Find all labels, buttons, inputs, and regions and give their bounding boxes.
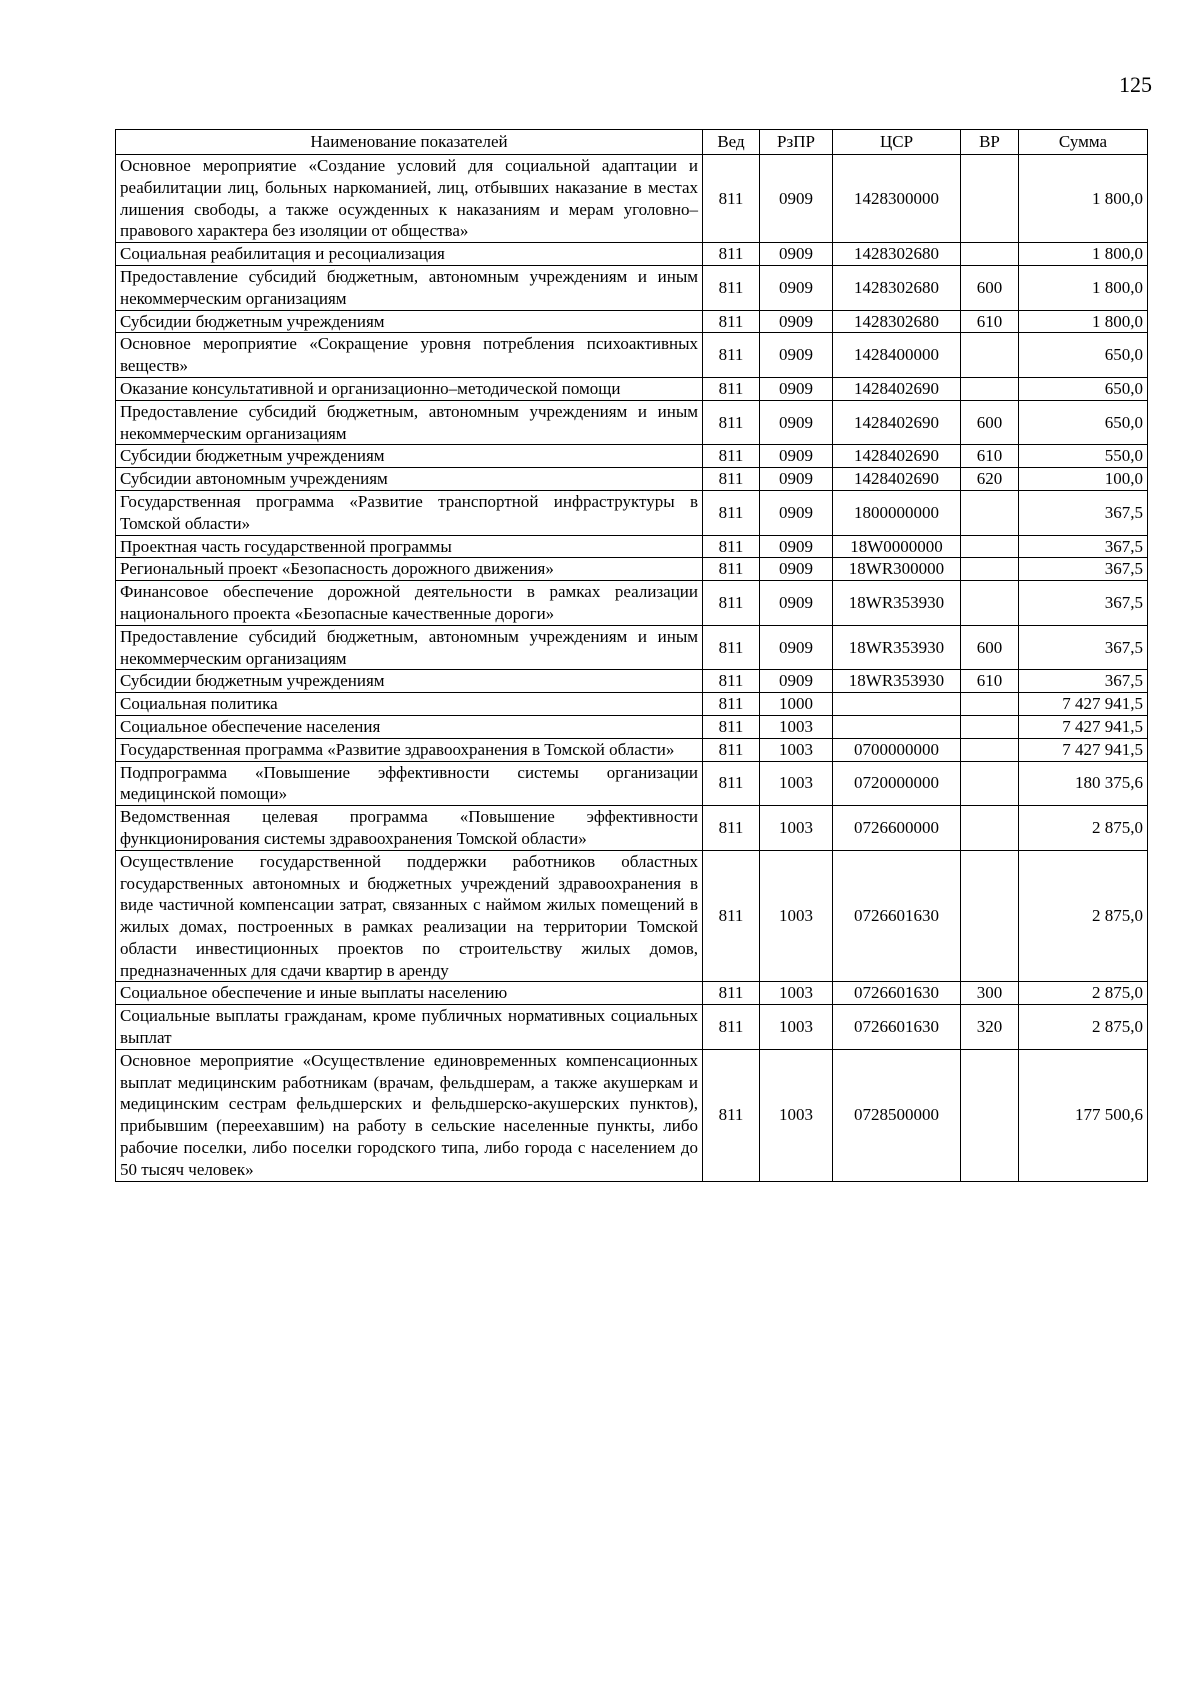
cell-rzpr: 0909 [760,243,833,266]
table-row [116,445,1148,468]
cell-vr [961,490,1019,535]
cell-ved: 811 [703,850,760,982]
table-row [116,265,1148,310]
cell-vr [961,377,1019,400]
cell-csr [833,715,961,738]
cell-csr: 0726600000 [833,806,961,851]
cell-name: Государственная программа «Развитие здравоохранения в Томской области» [116,738,703,761]
cell-rzpr: 0909 [760,490,833,535]
table-row [116,850,1148,982]
cell-csr: 0728500000 [833,1049,961,1181]
cell-rzpr: 1003 [760,715,833,738]
cell-rzpr: 0909 [760,333,833,378]
table-row [116,670,1148,693]
cell-name: Государственная программа «Развитие транспортной инфраструктуры в Томской области» [116,490,703,535]
header-name: Наименование показателей [116,130,703,155]
cell-sum: 650,0 [1019,333,1148,378]
table-row [116,625,1148,670]
table-row [116,1005,1148,1050]
cell-rzpr: 0909 [760,581,833,626]
cell-ved: 811 [703,1049,760,1181]
cell-name: Субсидии бюджетным учреждениям [116,310,703,333]
cell-sum: 367,5 [1019,558,1148,581]
cell-name: Социальное обеспечение и иные выплаты населению [116,982,703,1005]
cell-name: Предоставление субсидий бюджетным, автономным учреждениям и иным некоммерческим организациям [116,625,703,670]
cell-rzpr: 1000 [760,693,833,716]
cell-csr: 0700000000 [833,738,961,761]
cell-vr [961,761,1019,806]
cell-ved: 811 [703,806,760,851]
cell-csr: 1428302680 [833,265,961,310]
cell-name: Субсидии бюджетным учреждениям [116,670,703,693]
cell-csr: 18WR353930 [833,625,961,670]
cell-csr: 0726601630 [833,1005,961,1050]
cell-vr: 620 [961,468,1019,491]
cell-csr: 18W0000000 [833,535,961,558]
table-row [116,715,1148,738]
cell-csr: 18WR353930 [833,581,961,626]
cell-ved: 811 [703,1005,760,1050]
cell-csr: 18WR353930 [833,670,961,693]
cell-rzpr: 1003 [760,1005,833,1050]
cell-ved: 811 [703,400,760,445]
cell-sum: 650,0 [1019,400,1148,445]
cell-vr [961,715,1019,738]
cell-name: Основное мероприятие «Сокращение уровня потребления психоактивных веществ» [116,333,703,378]
cell-name: Проектная часть государственной программы [116,535,703,558]
page-number: 125 [1119,72,1152,97]
cell-ved: 811 [703,761,760,806]
table-row [116,377,1148,400]
cell-vr [961,581,1019,626]
cell-vr: 610 [961,670,1019,693]
budget-table [115,129,1148,1182]
table-row [116,310,1148,333]
cell-name: Финансовое обеспечение дорожной деятельности в рамках реализации национального проекта «Безопасные качественные дороги» [116,581,703,626]
cell-sum: 367,5 [1019,670,1148,693]
cell-vr [961,535,1019,558]
cell-ved: 811 [703,693,760,716]
cell-csr [833,693,961,716]
header-row [116,130,1148,155]
cell-name: Субсидии автономным учреждениям [116,468,703,491]
cell-vr: 600 [961,265,1019,310]
cell-sum: 1 800,0 [1019,265,1148,310]
cell-ved: 811 [703,265,760,310]
cell-rzpr: 0909 [760,310,833,333]
cell-sum: 367,5 [1019,535,1148,558]
table-body [116,155,1148,1182]
cell-vr [961,850,1019,982]
cell-vr [961,806,1019,851]
header-csr: ЦСР [833,130,961,155]
cell-name: Подпрограмма «Повышение эффективности системы организации медицинской помощи» [116,761,703,806]
cell-sum: 2 875,0 [1019,806,1148,851]
cell-sum: 100,0 [1019,468,1148,491]
cell-ved: 811 [703,982,760,1005]
cell-ved: 811 [703,333,760,378]
cell-csr: 1428402690 [833,445,961,468]
cell-sum: 7 427 941,5 [1019,715,1148,738]
cell-sum: 2 875,0 [1019,850,1148,982]
table-row [116,982,1148,1005]
cell-ved: 811 [703,581,760,626]
cell-csr: 1428302680 [833,243,961,266]
cell-sum: 7 427 941,5 [1019,738,1148,761]
cell-rzpr: 0909 [760,670,833,693]
cell-name: Основное мероприятие «Осуществление единовременных компенсационных выплат медицинским работникам (врачам, фельдшерам, а также акушеркам и медицинским сестрам фельдшерских и фельдшерско-акушерских пунктов), прибывшим (переехавшим) на работу в сельские населенные пункты, либо рабочие поселки, либо поселки городского типа, либо города с населением до 50 тысяч человек» [116,1049,703,1181]
table-row [116,468,1148,491]
table-row [116,693,1148,716]
cell-csr: 1428402690 [833,468,961,491]
cell-vr: 610 [961,310,1019,333]
table-row [116,1049,1148,1181]
header-sum: Сумма [1019,130,1148,155]
cell-sum: 367,5 [1019,581,1148,626]
table-row [116,806,1148,851]
header-ved: Вед [703,130,760,155]
table-row [116,400,1148,445]
table-row [116,155,1148,243]
cell-name: Основное мероприятие «Создание условий для социальной адаптации и реабилитации лиц, больных наркоманией, лиц, отбывших наказание в местах лишения свободы, а также осужденных к наказаниям и мерам уголовно–правового характера без изоляции от общества» [116,155,703,243]
cell-name: Осуществление государственной поддержки работников областных государственных автономных и бюджетных учреждений здравоохранения в виде частичной компенсации затрат, связанных с наймом жилых помещений в жилых домах, построенных в рамках реализации на территории Томской области инвестиционных проектов по строительству жилых домов, предназначенных для сдачи квартир в аренду [116,850,703,982]
cell-rzpr: 0909 [760,558,833,581]
cell-rzpr: 1003 [760,982,833,1005]
cell-rzpr: 1003 [760,761,833,806]
cell-vr [961,558,1019,581]
cell-rzpr: 0909 [760,535,833,558]
cell-csr: 1800000000 [833,490,961,535]
cell-vr [961,155,1019,243]
table-row [116,243,1148,266]
cell-sum: 650,0 [1019,377,1148,400]
table-row [116,490,1148,535]
cell-csr: 1428402690 [833,400,961,445]
cell-ved: 811 [703,243,760,266]
cell-ved: 811 [703,558,760,581]
cell-rzpr: 0909 [760,377,833,400]
cell-sum: 180 375,6 [1019,761,1148,806]
cell-name: Ведомственная целевая программа «Повышение эффективности функционирования системы здравоохранения Томской области» [116,806,703,851]
cell-vr: 610 [961,445,1019,468]
cell-name: Социальная реабилитация и ресоциализация [116,243,703,266]
table-row [116,333,1148,378]
cell-sum: 550,0 [1019,445,1148,468]
cell-ved: 811 [703,715,760,738]
cell-rzpr: 0909 [760,445,833,468]
cell-sum: 1 800,0 [1019,310,1148,333]
cell-vr [961,693,1019,716]
cell-sum: 2 875,0 [1019,982,1148,1005]
cell-vr: 600 [961,400,1019,445]
cell-name: Предоставление субсидий бюджетным, автономным учреждениям и иным некоммерческим организациям [116,400,703,445]
cell-ved: 811 [703,670,760,693]
cell-name: Оказание консультативной и организационно–методической помощи [116,377,703,400]
header-rzpr: РзПР [760,130,833,155]
cell-ved: 811 [703,445,760,468]
cell-csr: 1428300000 [833,155,961,243]
cell-name: Социальное обеспечение населения [116,715,703,738]
cell-vr [961,1049,1019,1181]
cell-name: Социальная политика [116,693,703,716]
cell-rzpr: 1003 [760,850,833,982]
cell-rzpr: 1003 [760,738,833,761]
cell-name: Социальные выплаты гражданам, кроме публичных нормативных социальных выплат [116,1005,703,1050]
cell-name: Региональный проект «Безопасность дорожного движения» [116,558,703,581]
cell-vr: 600 [961,625,1019,670]
table-row [116,738,1148,761]
cell-sum: 1 800,0 [1019,155,1148,243]
cell-sum: 2 875,0 [1019,1005,1148,1050]
cell-sum: 367,5 [1019,625,1148,670]
cell-sum: 367,5 [1019,490,1148,535]
header-vr: ВР [961,130,1019,155]
cell-csr: 1428402690 [833,377,961,400]
cell-csr: 18WR300000 [833,558,961,581]
cell-ved: 811 [703,468,760,491]
cell-sum: 7 427 941,5 [1019,693,1148,716]
cell-ved: 811 [703,738,760,761]
cell-rzpr: 0909 [760,265,833,310]
cell-ved: 811 [703,310,760,333]
cell-ved: 811 [703,490,760,535]
table-row [116,581,1148,626]
table-row [116,558,1148,581]
cell-csr: 1428400000 [833,333,961,378]
cell-vr: 320 [961,1005,1019,1050]
cell-rzpr: 0909 [760,400,833,445]
cell-csr: 0726601630 [833,982,961,1005]
cell-ved: 811 [703,377,760,400]
cell-ved: 811 [703,155,760,243]
cell-csr: 0720000000 [833,761,961,806]
cell-name: Субсидии бюджетным учреждениям [116,445,703,468]
table-row [116,761,1148,806]
cell-rzpr: 0909 [760,155,833,243]
cell-rzpr: 1003 [760,806,833,851]
cell-csr: 0726601630 [833,850,961,982]
table-header [116,130,1148,155]
cell-sum: 1 800,0 [1019,243,1148,266]
cell-vr [961,738,1019,761]
cell-rzpr: 0909 [760,625,833,670]
cell-ved: 811 [703,535,760,558]
cell-csr: 1428302680 [833,310,961,333]
cell-sum: 177 500,6 [1019,1049,1148,1181]
cell-rzpr: 1003 [760,1049,833,1181]
cell-name: Предоставление субсидий бюджетным, автономным учреждениям и иным некоммерческим организациям [116,265,703,310]
cell-vr [961,243,1019,266]
cell-ved: 811 [703,625,760,670]
table-row [116,535,1148,558]
cell-vr: 300 [961,982,1019,1005]
cell-vr [961,333,1019,378]
cell-rzpr: 0909 [760,468,833,491]
